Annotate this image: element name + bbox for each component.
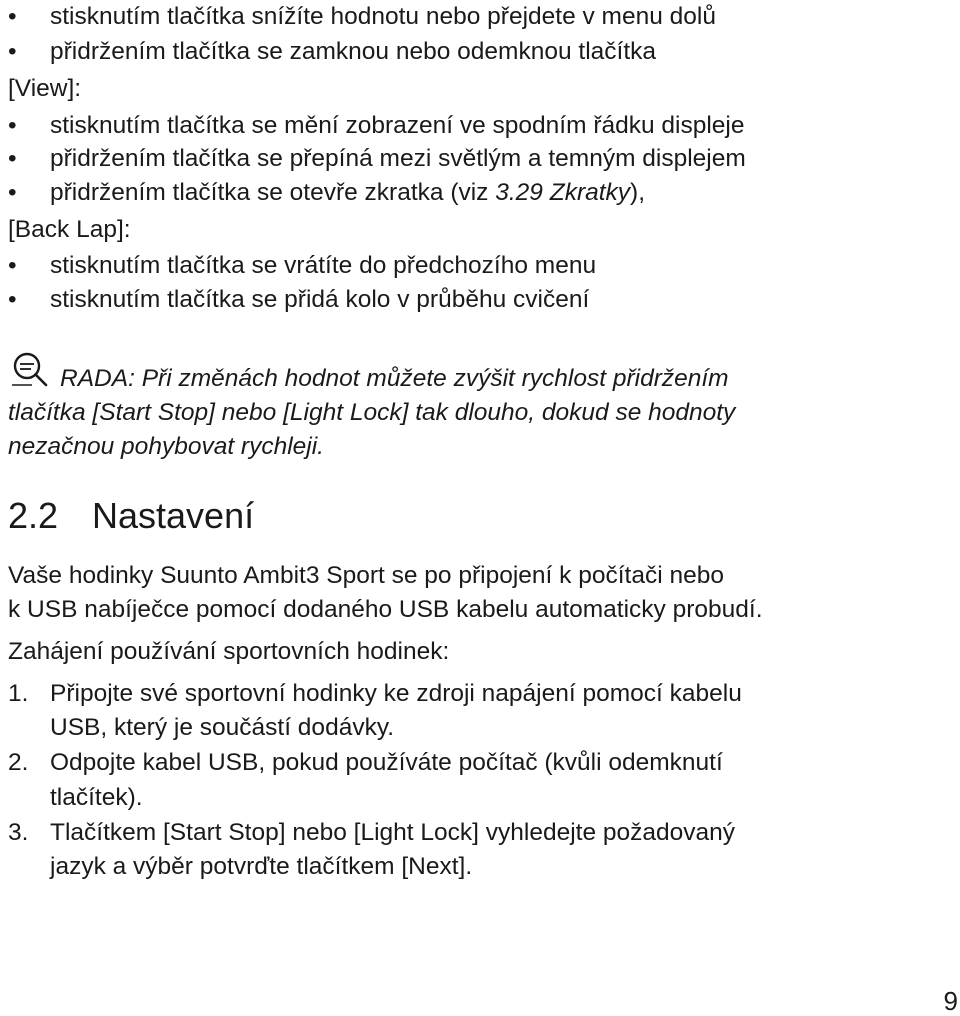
- step-text: Připojte své sportovní hodinky ke zdroji napájení pomocí kabelu: [50, 680, 742, 707]
- shortcut-reference-link[interactable]: 3.29 Zkratky: [495, 179, 631, 206]
- bullet-dot: •: [8, 286, 17, 313]
- bullet-text-shortcut: [50, 176, 645, 210]
- page-number: 9: [943, 986, 958, 1016]
- step-number: 3.: [8, 819, 29, 846]
- bullet-text: stisknutím tlačítka snížíte hodnotu nebo přejdete v menu dolů: [50, 3, 716, 30]
- step-text: USB, který je součástí dodávky.: [50, 714, 395, 741]
- tip-text: tlačítka [Start Stop] nebo [Light Lock] tak dlouho, dokud se hodnoty: [8, 399, 736, 426]
- bullet-dot: •: [8, 252, 17, 279]
- tip-first-line: [60, 362, 729, 396]
- bullet-text: stisknutím tlačítka se vrátíte do předchozího menu: [50, 252, 597, 279]
- step-text: jazyk a výběr potvrďte tlačítkem [Next].: [50, 853, 473, 880]
- section-number: 2.2: [8, 495, 59, 536]
- bullet-dot: •: [8, 3, 17, 30]
- section-title: Nastavení: [92, 495, 255, 536]
- step-text: Odpojte kabel USB, pokud používáte počítač (kvůli odemknutí: [50, 749, 723, 776]
- bullet-dot: •: [8, 179, 17, 206]
- tip-text: Při změnách hodnot můžete zvýšit rychlost přidržením: [141, 365, 729, 392]
- step-number: 2.: [8, 749, 29, 776]
- shortcut-suffix: ),: [630, 179, 646, 206]
- intro-text: Vaše hodinky Suunto Ambit3 Sport se po připojení k počítači nebo: [8, 562, 724, 589]
- back-lap-section-label: [Back Lap]:: [8, 216, 131, 243]
- bullet-dot: •: [8, 145, 17, 172]
- bullet-dot: •: [8, 112, 17, 139]
- step-number: 1.: [8, 680, 29, 707]
- magnifier-tip-icon: [10, 350, 50, 388]
- intro-text: k USB nabíječce pomocí dodaného USB kabelu automaticky probudí.: [8, 596, 763, 623]
- bullet-text: stisknutím tlačítka se přidá kolo v průběhu cvičení: [50, 286, 590, 313]
- tip-label: RADA:: [60, 365, 135, 392]
- bullet-text: přidržením tlačítka se přepíná mezi světlým a temným displejem: [50, 145, 746, 172]
- view-section-label: [View]:: [8, 75, 82, 102]
- bullet-text: přidržením tlačítka se zamknou nebo odemknou tlačítka: [50, 38, 657, 65]
- bullet-text: stisknutím tlačítka se mění zobrazení ve spodním řádku displeje: [50, 112, 745, 139]
- steps-heading: Zahájení používání sportovních hodinek:: [8, 638, 450, 665]
- tip-text: nezačnou pohybovat rychleji.: [8, 433, 324, 460]
- step-text: tlačítek).: [50, 784, 143, 811]
- bullet-dot: •: [8, 38, 17, 65]
- section-heading: [8, 491, 254, 541]
- shortcut-prefix: přidržením tlačítka se otevře zkratka (viz: [50, 179, 496, 206]
- step-text: Tlačítkem [Start Stop] nebo [Light Lock] vyhledejte požadovaný: [50, 819, 736, 846]
